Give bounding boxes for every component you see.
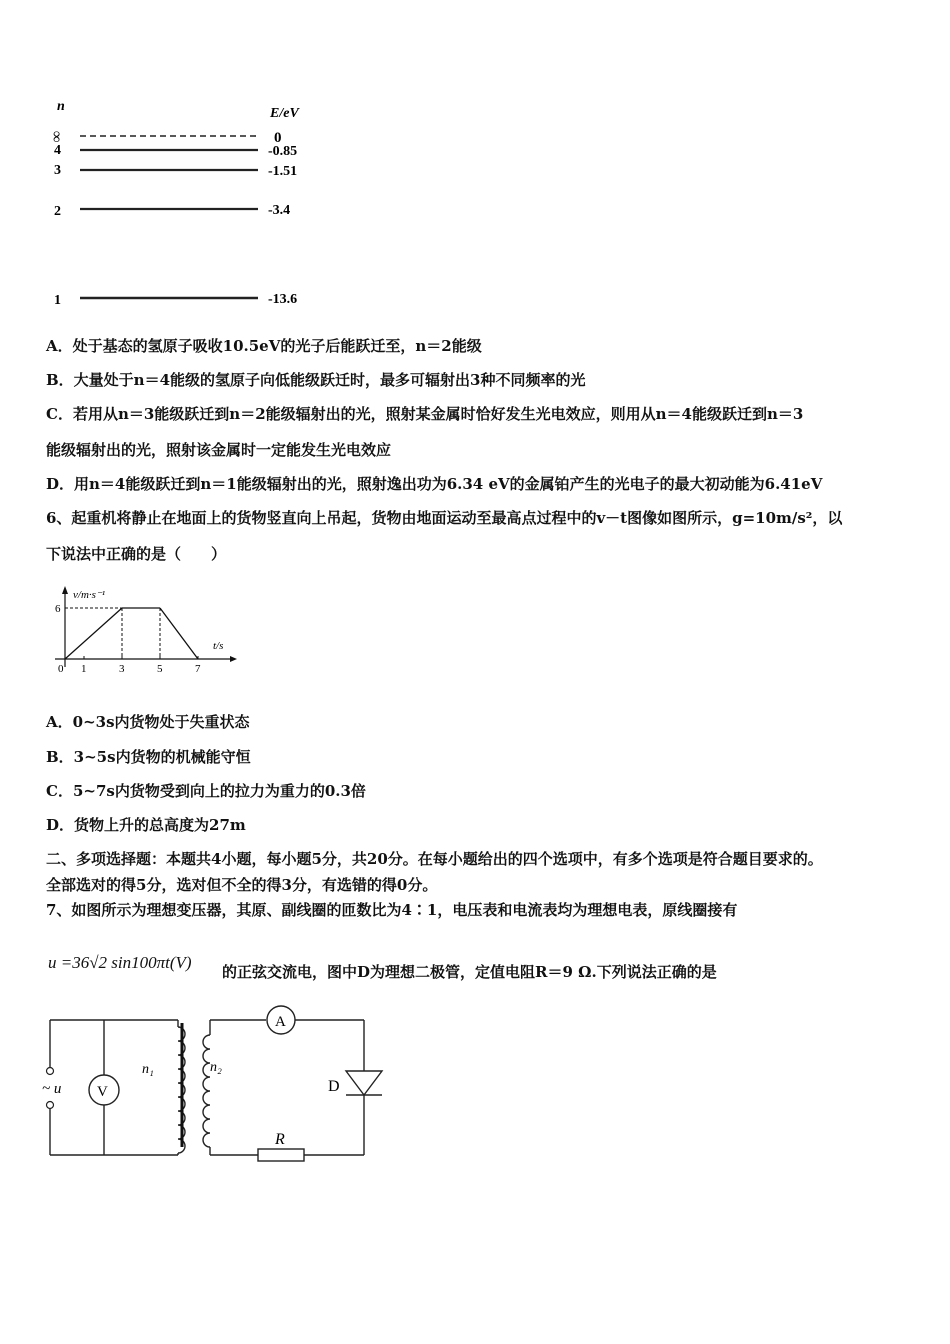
section2-line2: 全部选对的得5分，选对但不全的得3分，有选错的得0分。 bbox=[46, 876, 438, 894]
q6-stem-line2: 下说法中正确的是（ ） bbox=[46, 545, 227, 563]
svg-text:2: 2 bbox=[54, 204, 61, 219]
q6-option-d: D．货物上升的总高度为27m bbox=[46, 816, 246, 834]
n2-label: n₂ bbox=[210, 1060, 222, 1075]
level-infinity bbox=[48, 130, 282, 146]
q5-option-c-line2: 能级辐射出的光，照射该金属时一定能发生光电效应 bbox=[46, 441, 392, 459]
svg-text:∞: ∞ bbox=[48, 131, 65, 143]
svg-text:0: 0 bbox=[274, 130, 282, 146]
q6-stem-line1: 6、起重机将静止在地面上的货物竖直向上吊起，货物由地面运动至最高点过程中的v－t图像如图所示，g=10m/s²，以 bbox=[46, 509, 843, 527]
energy-level-diagram bbox=[40, 95, 330, 315]
svg-text:-13.6: -13.6 bbox=[268, 292, 298, 307]
source-terminal-bottom bbox=[47, 1102, 54, 1109]
diode-icon bbox=[346, 1071, 382, 1095]
x-tick-5: 5 bbox=[157, 663, 163, 675]
y-axis-label: v/m·s⁻¹ bbox=[73, 589, 106, 601]
q7-formula: u =36√2 sin100πt(V) bbox=[48, 953, 192, 972]
svg-text:-0.85: -0.85 bbox=[268, 144, 298, 159]
x-axis-arrow bbox=[230, 656, 237, 662]
n-axis-label: n bbox=[57, 99, 65, 114]
x-tick-3: 3 bbox=[119, 663, 125, 675]
transformer-circuit bbox=[38, 1005, 398, 1165]
secondary-coil bbox=[203, 1035, 210, 1147]
q5-option-b: B．大量处于n＝4能级的氢原子向低能级跃迁时，最多可辐射出3种不同频率的光 bbox=[46, 371, 586, 389]
q6-option-b: B．3~5s内货物的机械能守恒 bbox=[46, 748, 251, 766]
level-2 bbox=[54, 203, 290, 219]
q5-option-c-line1: C．若用从n＝3能级跃迁到n＝2能级辐射出的光，照射某金属时恰好发生光电效应，则用从n＝4能级跃迁到n＝3 bbox=[46, 405, 804, 423]
q7-stem-line2: 的正弦交流电，图中D为理想二极管，定值电阻R＝9 Ω.下列说法正确的是 bbox=[222, 963, 717, 981]
e-axis-label: E/eV bbox=[270, 106, 299, 121]
y-axis-arrow bbox=[62, 586, 68, 594]
resistor-icon bbox=[258, 1149, 304, 1161]
level-4 bbox=[54, 143, 297, 159]
vt-segment-0 bbox=[65, 608, 122, 659]
q6-option-c: C．5~7s内货物受到向上的拉力为重力的0.3倍 bbox=[46, 782, 366, 800]
level-1 bbox=[54, 292, 297, 308]
n1-label: n₁ bbox=[142, 1062, 154, 1077]
vt-graph bbox=[45, 582, 245, 682]
origin-label: 0 bbox=[58, 663, 64, 675]
section2-line1: 二、多项选择题：本题共4小题，每小题5分，共20分。在每小题给出的四个选项中，有多个选项是符合题目要求的。 bbox=[46, 850, 823, 868]
source-terminal-top bbox=[47, 1068, 54, 1075]
q6-option-a: A．0~3s内货物处于失重状态 bbox=[46, 713, 250, 731]
svg-text:-1.51: -1.51 bbox=[268, 164, 298, 179]
x-tick-7: 7 bbox=[195, 663, 201, 675]
q7-stem-line1: 7、如图所示为理想变压器，其原、副线圈的匝数比为4∶1，电压表和电流表均为理想电表，原线圈接有 bbox=[46, 901, 738, 919]
q5-option-a: A．处于基态的氢原子吸收10.5eV的光子后能跃迁至，n＝2能级 bbox=[46, 337, 482, 355]
x-tick-1: 1 bbox=[81, 663, 87, 675]
svg-text:1: 1 bbox=[54, 293, 61, 308]
y-tick-6: 6 bbox=[55, 603, 61, 615]
voltmeter-label: V bbox=[97, 1084, 108, 1100]
resistor-label: R bbox=[275, 1131, 285, 1148]
svg-text:-3.4: -3.4 bbox=[268, 203, 291, 218]
q5-option-d: D．用n＝4能级跃迁到n＝1能级辐射出的光，照射逸出功为6.34 eV的金属铂产生的光电子的最大初动能为6.41eV bbox=[46, 475, 823, 493]
x-axis-label: t/s bbox=[213, 640, 224, 652]
svg-text:4: 4 bbox=[54, 143, 61, 158]
level-3 bbox=[54, 163, 297, 179]
svg-text:3: 3 bbox=[54, 163, 61, 178]
diode-label: D bbox=[328, 1078, 340, 1095]
source-label: ~ u bbox=[42, 1081, 62, 1097]
vt-segment-2 bbox=[160, 608, 198, 659]
ammeter-label: A bbox=[275, 1014, 286, 1030]
